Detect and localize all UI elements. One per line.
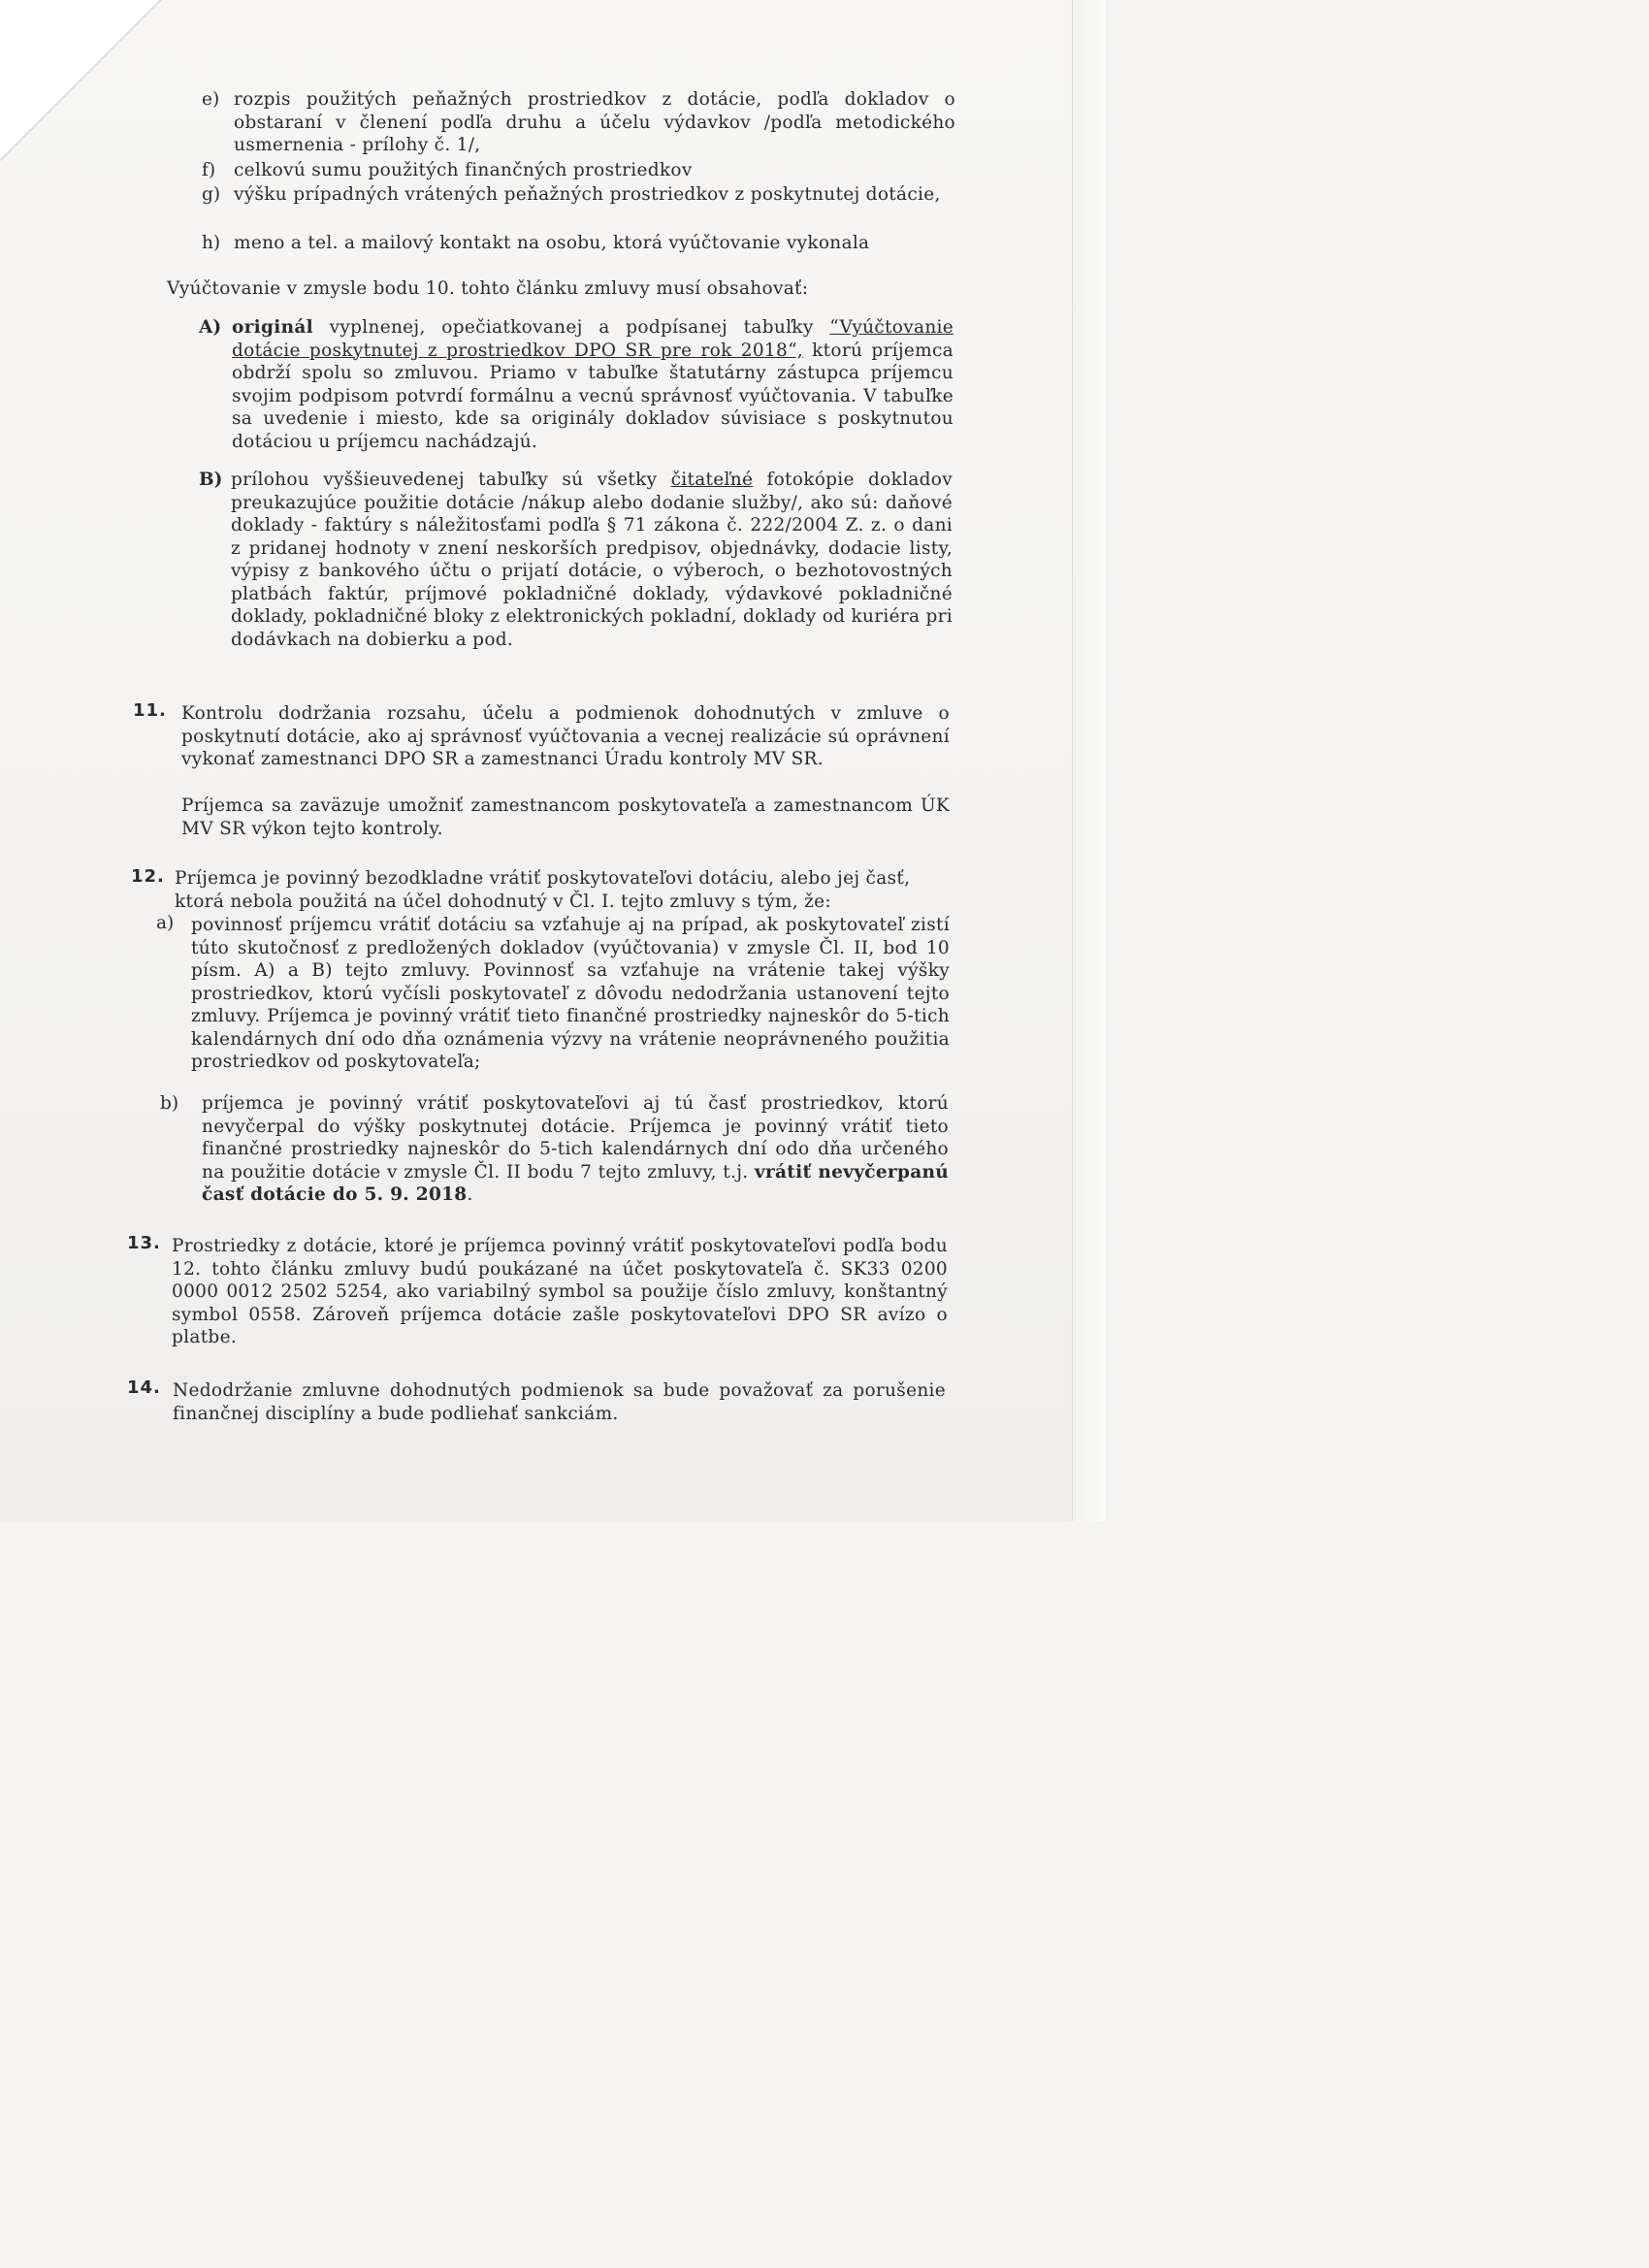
item-f-text: celkovú sumu použitých finančných prostriedkov	[234, 160, 693, 180]
section-12b-deadline: vrátiť nevyčerpanú časť dotácie do 5. 9. 2018	[202, 1161, 949, 1205]
item-g-marker: g)	[202, 184, 221, 205]
section-b-text	[231, 469, 953, 651]
section-a-bold-lead: originál	[232, 317, 313, 338]
section-a-text-after: ktorú príjemca obdrží spolu so zmluvou. Priamo v tabuľke štatutárny zástupca príjemcu svojim podpisom potvrdí formálnu a vecnú správnosť vyúčtovania. V tabuľke sa uvedenie i miesto, kde sa originály dokladov súvisiace s poskytnutou dotáciou u príjemcu nachádzajú.	[232, 340, 954, 452]
intro-point-10: Vyúčtovanie v zmysle bodu 10. tohto článku zmluvy musí obsahovať:	[167, 278, 809, 299]
section-11-para1: Kontrolu dodržania rozsahu, účelu a podmienok dohodnutých v zmluve o poskytnutí dotácie, ako aj správnosť vyúčtovania a vecnej realizácie sú oprávnení vykonať zamestnanci DPO SR a zamestnanci Úradu kontroly MV SR.	[181, 703, 950, 769]
section-12b-end: .	[467, 1184, 473, 1205]
section-12b-body: príjemca je povinný vrátiť poskytovateľovi aj tú časť prostriedkov, ktorú nevyčerpal do výšky poskytnutej dotácie. Príjemca je povinný vrátiť tieto finančné prostriedky najneskôr do 5-tich kalendárnych dní odo dňa určeného na použitie dotácie v zmysle Čl. II bodu 7 tejto zmluvy, t.j.	[202, 1093, 949, 1183]
item-h-marker: h)	[202, 233, 221, 253]
item-e-text: rozpis použitých peňažných prostriedkov z dotácie, podľa dokladov o obstaraní v členení podľa druhu a účelu výdavkov /podľa metodického usmernenia - prílohy č. 1/,	[234, 89, 955, 155]
section-12b-text	[202, 1092, 949, 1207]
section-12b-marker: b)	[160, 1093, 179, 1114]
item-h-text: meno a tel. a mailový kontakt na osobu, ktorá vyúčtovanie vykonala	[234, 233, 870, 253]
item-e-marker: e)	[202, 89, 220, 110]
section-a-text-before: vyplnenej, opečiatkovanej a podpísanej tabuľky	[312, 317, 830, 338]
section-a-marker: A)	[199, 317, 222, 338]
section-12-number: 12.	[131, 866, 165, 887]
section-b-marker: B)	[199, 470, 223, 490]
item-f-marker: f)	[202, 160, 216, 180]
section-12a-text: povinnosť príjemcu vrátiť dotáciu sa vzťahuje aj na prípad, ak poskytovateľ zistí túto skutočnosť z predložených dokladov (vyúčtovania) v zmysle Čl. II, bod 10 písm. A) a B) tejto zmluvy. Povinnosť sa vzťahuje na vrátenie takej výšky prostriedkov, ktorú vyčísli poskytovateľ z dôvodu nedodržania ustanovení tejto zmluvy. Príjemca je povinný vrátiť tieto finančné prostriedky najneskôr do 5-tich kalendárnych dní odo dňa oznámenia výzvy na vrátenie neoprávneného použitia prostriedkov od poskytovateľa;	[191, 915, 950, 1072]
section-12-intro: Príjemca je povinný bezodkladne vrátiť poskytovateľovi dotáciu, alebo jej časť, ktorá nebola použitá na účel dohodnutý v Čl. I. tejto zmluvy s tým, že:	[175, 868, 911, 912]
section-b-text-after: fotokópie dokladov preukazujúce použitie dotácie /nákup alebo dodanie služby/, ako sú: daňové doklady - faktúry s náležitosťami podľa § 71 zákona č. 222/2004 Z. z. o dani z pridanej hodnoty v znení neskorších predpisov, objednávky, dodacie listy, výpisy z bankového účtu o prijatí dotácie, o výberoch, o bezhotovostných platbách faktúr, príjmové pokladničné doklady, výdavkové pokladničné doklady, pokladničné bloky z elektronických pokladní, doklady od kuriéra pri dodávkach na dobierku a pod.	[231, 470, 953, 650]
section-11-para2: Príjemca sa zaväzuje umožniť zamestnancom poskytovateľa a zamestnancom ÚK MV SR výkon tejto kontroly.	[181, 795, 950, 839]
section-a-table-title: “Vyúčtovanie dotácie poskytnutej z prostriedkov DPO SR pre rok 2018“,	[232, 317, 954, 361]
section-14-number: 14.	[127, 1377, 161, 1398]
item-g-text: výšku prípadných vrátených peňažných prostriedkov z poskytnutej dotácie,	[234, 184, 941, 205]
scanned-page	[0, 0, 1106, 1521]
section-11-number: 11.	[133, 700, 167, 721]
section-b-underlined: čitateľné	[670, 470, 754, 490]
page-right-edge	[1072, 0, 1106, 1521]
section-a-text	[232, 316, 954, 453]
section-b-text-before: prílohou vyššieuvedenej tabuľky sú všetky	[231, 470, 671, 490]
section-13-number: 13.	[127, 1233, 161, 1253]
section-13-text: Prostriedky z dotácie, ktoré je príjemca povinný vrátiť poskytovateľovi podľa bodu 12. tohto článku zmluvy budú poukázané na účet poskytovateľa č. SK33 0200 0000 0012 2502 5254, ako variabilný symbol sa použije číslo zmluvy, konštantný symbol 0558. Zároveň príjemca dotácie zašle poskytovateľovi DPO SR avízo o platbe.	[172, 1236, 948, 1347]
section-14-text: Nedodržanie zmluvne dohodnutých podmienok sa bude považovať za porušenie finančnej disciplíny a bude podliehať sankciám.	[173, 1380, 946, 1424]
section-12a-marker: a)	[156, 913, 175, 933]
